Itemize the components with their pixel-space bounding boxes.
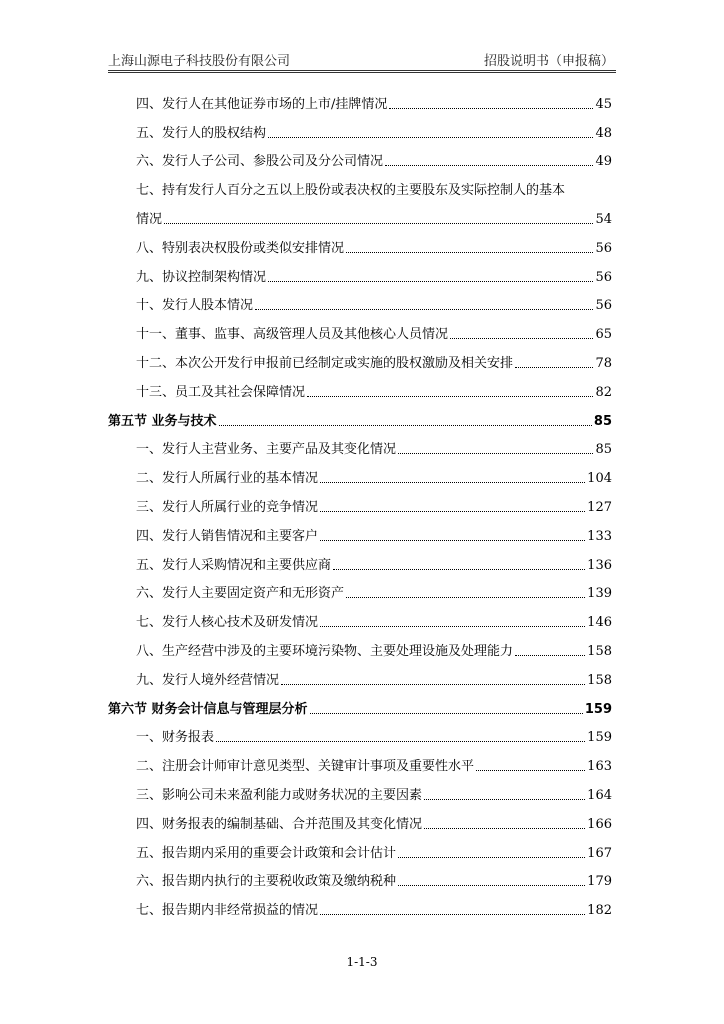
dot-leader	[320, 482, 585, 483]
toc-entry-label: 八、特别表决权股份或类似安排情况	[136, 240, 345, 256]
toc-entry-label: 十一、董事、监事、高级管理人员及其他核心人员情况	[136, 327, 449, 343]
dot-leader	[515, 367, 593, 368]
toc-page-number: 48	[595, 125, 612, 141]
toc-page-number: 139	[587, 586, 612, 602]
dot-leader	[389, 108, 593, 109]
toc-entry-label: 四、财务报表的编制基础、合并范围及其变化情况	[136, 816, 423, 832]
dot-leader	[307, 396, 593, 397]
toc-page-number: 54	[595, 211, 612, 227]
document-type: 招股说明书（申报稿）	[483, 54, 614, 69]
toc-entry-label: 九、发行人境外经营情况	[136, 672, 280, 688]
toc-page-number: 49	[595, 154, 612, 170]
toc-entry[interactable]	[108, 113, 612, 142]
toc-entry[interactable]	[108, 487, 612, 516]
toc-entry[interactable]	[108, 890, 612, 919]
dot-leader	[346, 252, 593, 253]
toc-entry[interactable]	[108, 602, 612, 631]
dot-leader	[476, 770, 585, 771]
toc-page-number: 56	[595, 269, 612, 285]
dot-leader	[398, 453, 593, 454]
page-number: 1-1-3	[346, 955, 378, 969]
toc-entry-label: 七、发行人核心技术及研发情况	[136, 615, 319, 631]
toc-section-entry[interactable]	[108, 689, 612, 718]
toc-page-number: 136	[587, 557, 612, 573]
toc-entry[interactable]	[108, 458, 612, 487]
toc-entry[interactable]	[108, 804, 612, 833]
toc-entry[interactable]	[108, 430, 612, 459]
toc-entry[interactable]	[108, 833, 612, 862]
toc-entry[interactable]	[108, 862, 612, 891]
toc-page-number: 85	[595, 442, 612, 458]
dot-leader	[450, 338, 593, 339]
toc-entry-label: 第五节 业务与技术	[108, 413, 217, 429]
toc-entry-label: 六、发行人主要固定资产和无形资产	[136, 586, 345, 602]
toc-page-number: 85	[593, 413, 612, 429]
toc-page-number: 133	[587, 528, 612, 544]
toc-entry-label: 六、发行人子公司、参股公司及分公司情况	[136, 154, 384, 170]
toc-entry[interactable]	[108, 286, 612, 315]
toc-page-number: 159	[587, 730, 612, 746]
dot-leader	[310, 713, 583, 714]
dot-leader	[164, 223, 593, 224]
toc-entry-label: 一、发行人主营业务、主要产品及其变化情况	[136, 442, 397, 458]
toc-page-number: 159	[584, 701, 612, 717]
toc-entry[interactable]	[108, 574, 612, 603]
toc-page-number: 146	[587, 615, 612, 631]
toc-entry[interactable]	[108, 228, 612, 257]
toc-page-number: 167	[587, 845, 612, 861]
toc-page-number: 158	[587, 672, 612, 688]
toc-entry[interactable]	[108, 170, 612, 199]
toc-entry-label: 十、发行人股本情况	[136, 298, 254, 314]
toc-page-number: 179	[587, 874, 612, 890]
toc-entry[interactable]	[108, 343, 612, 372]
dot-leader	[320, 540, 585, 541]
toc-entry[interactable]	[108, 314, 612, 343]
dot-leader	[320, 511, 585, 512]
dot-leader	[281, 684, 585, 685]
toc-entry-label: 十二、本次公开发行申报前已经制定或实施的股权激励及相关安排	[136, 355, 514, 371]
dot-leader	[515, 655, 585, 656]
toc-page-number: 182	[587, 903, 612, 919]
toc-entry-continuation[interactable]	[108, 199, 612, 228]
toc-page-number: 45	[595, 96, 612, 112]
toc-entry-label: 八、生产经营中涉及的主要环境污染物、主要处理设施及处理能力	[136, 643, 514, 659]
dot-leader	[320, 626, 585, 627]
toc-entry[interactable]	[108, 84, 612, 113]
toc-page-number: 65	[595, 327, 612, 343]
toc-page-number: 163	[587, 759, 612, 775]
page-header	[108, 50, 616, 70]
toc-page-number: 56	[595, 298, 612, 314]
toc-entry-label: 四、发行人在其他证券市场的上市/挂牌情况	[136, 96, 388, 112]
toc-entry-label: 九、协议控制架构情况	[136, 269, 267, 285]
toc-page-number: 166	[587, 816, 612, 832]
dot-leader	[424, 828, 585, 829]
toc-page-number: 158	[587, 643, 612, 659]
toc-entry[interactable]	[108, 142, 612, 171]
toc-entry-label: 十三、员工及其社会保障情况	[136, 384, 306, 400]
toc-page-number: 164	[587, 787, 612, 803]
dot-leader	[398, 857, 585, 858]
dot-leader	[346, 597, 585, 598]
header-divider	[108, 70, 616, 73]
toc-entry-label: 七、报告期内非经常损益的情况	[136, 903, 319, 919]
toc-entry-label: 三、影响公司未来盈利能力或财务状况的主要因素	[136, 787, 423, 803]
toc-entry-label: 二、发行人所属行业的基本情况	[136, 471, 319, 487]
toc-entry-label: 五、报告期内采用的重要会计政策和会计估计	[136, 845, 397, 861]
toc-entry-label: 第六节 财务会计信息与管理层分析	[108, 701, 308, 717]
dot-leader	[216, 741, 585, 742]
toc-entry[interactable]	[108, 746, 612, 775]
toc-page-number: 104	[587, 471, 612, 487]
dot-leader	[219, 425, 592, 426]
toc-entry-label: 五、发行人的股权结构	[136, 125, 267, 141]
toc-section-entry[interactable]	[108, 401, 612, 430]
dot-leader	[255, 309, 593, 310]
toc-page-number: 127	[587, 499, 612, 515]
toc-entry[interactable]	[108, 631, 612, 660]
toc-entry[interactable]	[108, 372, 612, 401]
dot-leader	[398, 885, 585, 886]
company-name: 上海山源电子科技股份有限公司	[108, 54, 291, 69]
toc-entry-label: 一、财务报表	[136, 730, 215, 746]
toc-entry[interactable]	[108, 775, 612, 804]
dot-leader	[385, 165, 593, 166]
dot-leader	[320, 914, 585, 915]
toc-entry-label: 六、报告期内执行的主要税收政策及缴纳税种	[136, 874, 397, 890]
dot-leader	[268, 137, 593, 138]
toc-entry-label: 二、注册会计师审计意见类型、关键审计事项及重要性水平	[136, 759, 475, 775]
dot-leader	[268, 281, 593, 282]
dot-leader	[424, 799, 585, 800]
dot-leader	[333, 569, 585, 570]
toc-entry-label: 五、发行人采购情况和主要供应商	[136, 557, 332, 573]
toc-page-number: 78	[595, 355, 612, 371]
toc-entry[interactable]	[108, 516, 612, 545]
toc-page-number: 82	[595, 384, 612, 400]
table-of-contents	[108, 84, 612, 919]
toc-entry-label: 七、持有发行人百分之五以上股份或表决权的主要股东及实际控制人的基本	[136, 183, 566, 199]
toc-entry[interactable]	[108, 257, 612, 286]
toc-entry-label: 四、发行人销售情况和主要客户	[136, 528, 319, 544]
toc-entry[interactable]	[108, 718, 612, 747]
toc-entry[interactable]	[108, 545, 612, 574]
toc-entry[interactable]	[108, 660, 612, 689]
toc-entry-label: 情况	[136, 211, 163, 227]
toc-page-number: 56	[595, 240, 612, 256]
toc-entry-label: 三、发行人所属行业的竞争情况	[136, 499, 319, 515]
